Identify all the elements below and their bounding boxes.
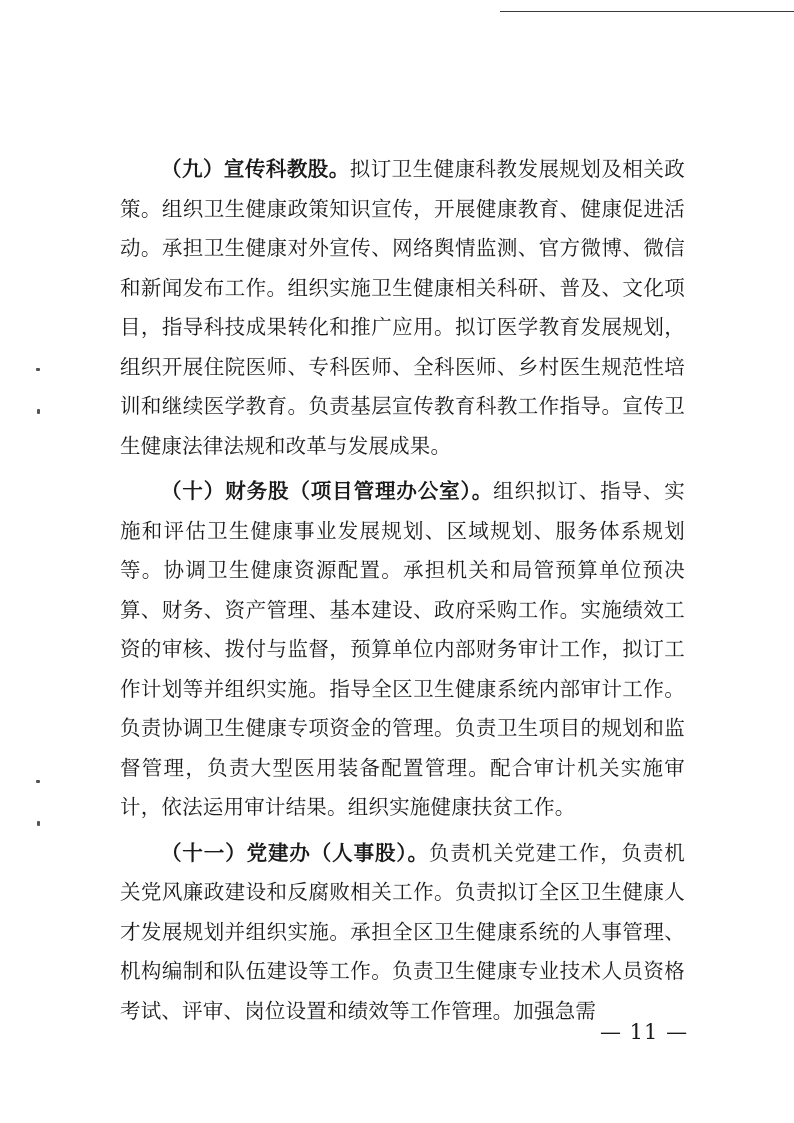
top-rule-line (500, 11, 794, 12)
document-body (120, 150, 685, 1037)
paragraph-text: 拟订卫生健康科教发展规划及相关政策。组织卫生健康政策知识宣传，开展健康教育、健康促进活动。承担卫生健康对外宣传、网络舆情监测、官方微博、微信和新闻发布工作。组织实施卫生健康相关科研、普及、文化项目，指导科技成果转化和推广应用。拟订医学教育发展规划，组织开展住院医师、专科医师、全科医师、乡村医生规范性培训和继续医学教育。负责基层宣传教育科教工作指导。宣传卫生健康法律法规和改革与发展成果。 (120, 157, 685, 458)
binding-mark (37, 409, 40, 414)
page-number: — 11 — (600, 1020, 689, 1044)
paragraph-text: 负责机关党建工作，负责机关党风廉政建设和反腐败相关工作。负责拟订全区卫生健康人才发展规划并组织实施。承担全区卫生健康系统的人事管理、机构编制和队伍建设等工作。负责卫生健康专业技术人员资格考试、评审、岗位设置和绩效等工作管理。加强急需 (120, 840, 685, 1023)
binding-mark (36, 368, 40, 371)
paragraph-heading: （十）财务股（项目管理办公室）。 (161, 479, 494, 503)
paragraph-heading: （九）宣传科教股。 (161, 157, 350, 181)
paragraph-text: 组织拟订、指导、实施和评估卫生健康事业发展规划、区域规划、服务体系规划等。协调卫生健康资源配置。承担机关和局管预算单位预决算、财务、资产管理、基本建设、政府采购工作。实施绩效工资的审核、拨付与监督，预算单位内部财务审计工作，拟订工作计划等并组织实施。指导全区卫生健康系统内部审计工作。负责协调卫生健康专项资金的管理。负责卫生项目的规划和监督管理，负责大型医用装备配置管理。配合审计机关实施审计，依法运用审计结果。组织实施健康扶贫工作。 (120, 479, 685, 819)
binding-mark (37, 821, 40, 826)
paragraph-heading: （十一）党建办（人事股）。 (161, 840, 429, 865)
paragraph-publicity-education (120, 150, 685, 466)
paragraph-finance (120, 472, 685, 828)
paragraph-party-building (120, 834, 685, 1032)
binding-mark (36, 780, 40, 783)
